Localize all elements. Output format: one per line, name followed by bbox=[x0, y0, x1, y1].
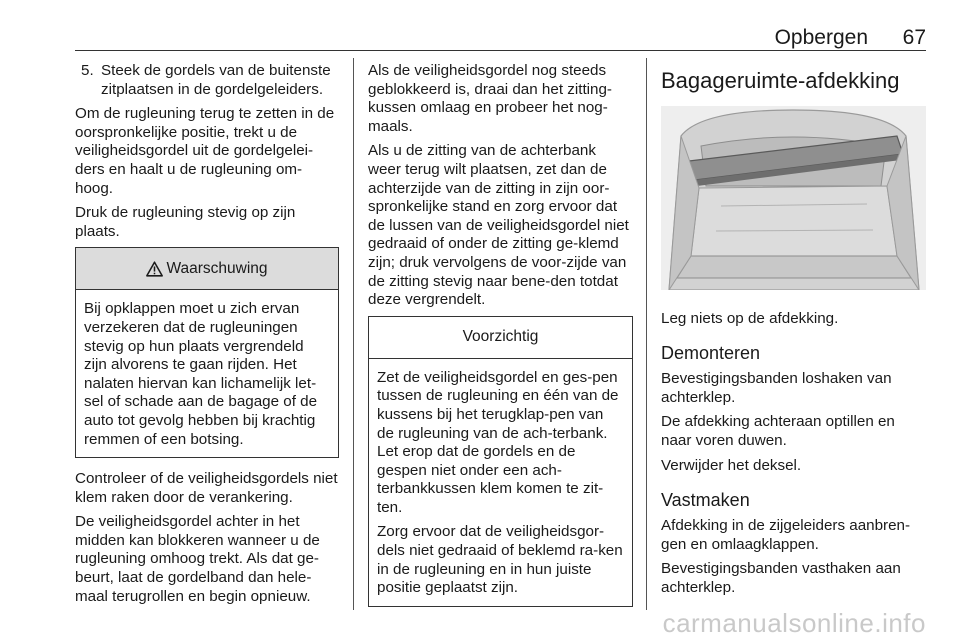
paragraph: Druk de rugleuning stevig op zijn plaats. bbox=[75, 204, 296, 240]
column-3 bbox=[661, 62, 926, 604]
section-title: Opbergen bbox=[774, 26, 868, 49]
column-divider-1 bbox=[353, 58, 354, 610]
paragraph: De veiligheidsgordel achter in het midden kan blokkeren wanneer u de rugleuning omhoog trekt. Als dat ge-beurt, laat de gordelband dan hele-maal terugrollen en begin opnieuw. bbox=[75, 513, 320, 605]
paragraph: Bevestigingsbanden loshaken van achterklep. bbox=[661, 370, 892, 406]
caution-text: Zorg ervoor dat de veiligheidsgor-dels niet gedraaid of beklemd ra-ken in de rugleuning en in hun juiste positie geplaatst zijn. bbox=[377, 523, 623, 597]
caution-box bbox=[368, 316, 633, 607]
paragraph: Controleer of de veiligheidsgordels niet klem raken door de verankering. bbox=[75, 470, 338, 506]
column-1 bbox=[75, 62, 339, 612]
warning-text: Bij opklappen moet u zich ervan verzekeren dat de rugleuningen stevig op hun plaats vergrendeld zijn alvorens te gaan rijden. Het nalaten hiervan kan lichamelijk let-sel of schade aan de bagage of de auto tot gevolg hebben bij krachtig remmen of een botsing. bbox=[84, 300, 318, 448]
list-item bbox=[75, 62, 339, 99]
page-number: 67 bbox=[902, 26, 926, 49]
paragraph: Afdekking in de zijgeleiders aanbren-gen en omlaagklappen. bbox=[661, 517, 911, 553]
paragraph: De afdekking achteraan optillen en naar voren duwen. bbox=[661, 413, 895, 449]
column-2 bbox=[368, 62, 633, 619]
subheading: Vastmaken bbox=[661, 490, 750, 511]
header-divider bbox=[75, 50, 926, 51]
caution-text: Zet de veiligheidsgordel en ges-pen tussen de rugleuning en één van de kussens bij het terugklap-pen van de rugleuning van de ach-terbank. Let erop dat de gordels en de gespen niet onder een ach-terbankkussen klem komen te zit-ten. bbox=[377, 368, 619, 516]
subheading: Demonteren bbox=[661, 343, 761, 364]
paragraph: Verwijder het deksel. bbox=[661, 456, 802, 474]
paragraph: Als u de zitting van de achterbank weer terug wilt plaatsen, zet dan de achterzijde van de zitting in zijn oor-spronkelijke stand en zorg ervoor dat de lussen van de veiligheidsgordel niet gedraaid of onder de zitting ge-klemd zijn; druk vervolgens de voor-zijde van de zitting stevig naar bene-den totdat deze vergrendelt. bbox=[368, 142, 629, 309]
cargo-cover-illustration bbox=[661, 106, 926, 290]
warning-body bbox=[76, 290, 338, 457]
caution-title: Voorzichtig bbox=[462, 327, 539, 345]
column-divider-2 bbox=[646, 58, 647, 610]
paragraph: Leg niets op de afdekking. bbox=[661, 309, 839, 327]
page-header bbox=[75, 26, 926, 52]
watermark: carmanualsonline.info bbox=[662, 608, 926, 638]
caution-header bbox=[369, 317, 632, 359]
paragraph: Om de rugleuning terug te zetten in de oorspronkelijke positie, trekt u de veiligheidsgordel uit de gordelgelei-ders en haalt u de rugleuning om-hoog. bbox=[75, 105, 335, 197]
warning-box bbox=[75, 247, 339, 458]
warning-header bbox=[76, 248, 338, 290]
list-text: Steek de gordels van de buitenste zitplaatsen in de gordelgeleiders. bbox=[101, 62, 331, 98]
warning-title: Waarschuwing bbox=[166, 259, 268, 277]
warning-triangle-icon bbox=[146, 261, 163, 277]
paragraph: Bevestigingsbanden vasthaken aan achterklep. bbox=[661, 560, 901, 596]
caution-body bbox=[369, 359, 632, 606]
section-heading: Bagageruimte-afdekking bbox=[661, 68, 900, 93]
list-number: 5. bbox=[81, 62, 94, 79]
paragraph: Als de veiligheidsgordel nog steeds geblokkeerd is, draai dan het zitting-kussen omlaag en probeer het nog-maals. bbox=[368, 62, 612, 135]
